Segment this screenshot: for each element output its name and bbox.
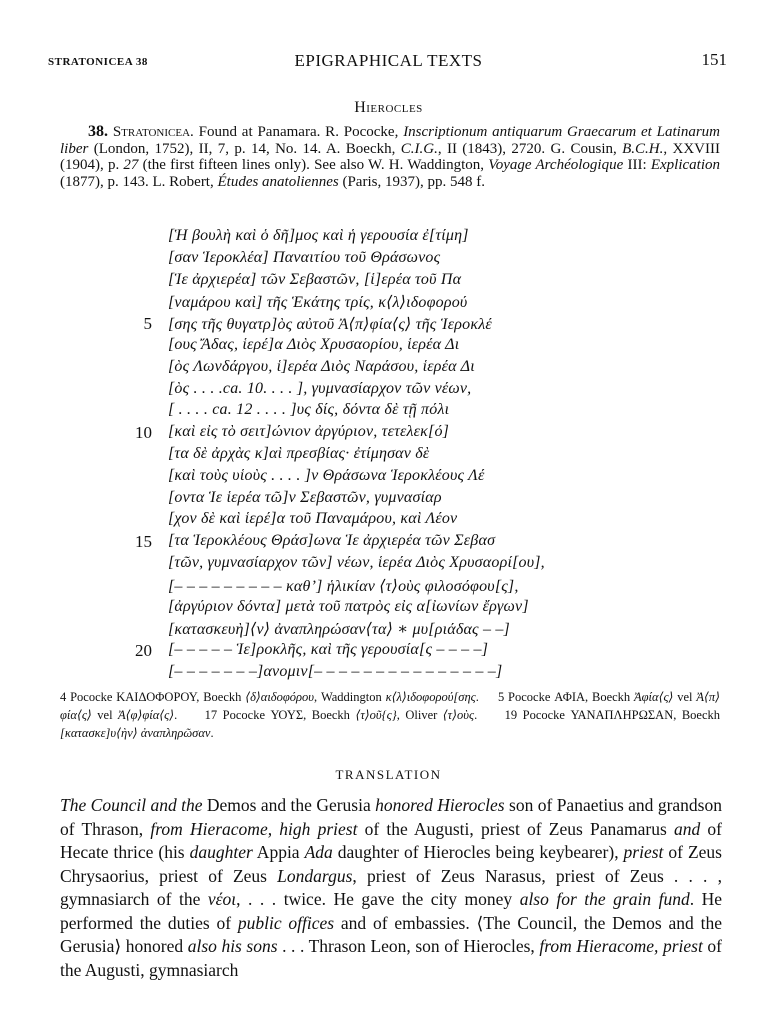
inscription-line-text: [κατασκευὴ]⟨ν⟩ ἀναπληρώσαν⟨τα⟩ ∗ μυ[ριάδας – –] bbox=[168, 621, 510, 639]
inscription-line bbox=[0, 532, 777, 554]
inscription-line-text: [ους Ἄδας, ἱερέ]α Διὸς Χρυσαορίου, ἱερέα Δι bbox=[168, 336, 460, 353]
apparatus-reading: Ἀφία⟨ς⟩ bbox=[634, 690, 674, 704]
intro-text: (1877), p. 143. L. Robert, bbox=[60, 173, 218, 190]
inscription-line-text: [σαν Ἱεροκλέα] Παναιτίου τοῦ Θράσωνος bbox=[168, 248, 441, 266]
inscription-line bbox=[0, 554, 777, 576]
translation-text: and bbox=[673, 818, 701, 839]
translation-text: son of Panaetius and grandson of Thrason, bbox=[60, 795, 722, 839]
running-head-title: EPIGRAPHICAL TEXTS bbox=[294, 51, 483, 70]
translation-text: daughter bbox=[189, 842, 253, 862]
inscription-line-text: [– – – – – – – – – καθ’] ἡλικίαν ⟨τ⟩οὺς φιλοσόφου[ς], bbox=[168, 577, 519, 595]
translation-text: from Hieracome, priest bbox=[539, 936, 703, 956]
translation-text: The Council and the bbox=[60, 795, 203, 815]
apparatus-text: , Oliver bbox=[396, 708, 443, 722]
page-number: 151 bbox=[701, 50, 727, 69]
intro-title: 27 bbox=[123, 157, 139, 173]
apparatus-reading: ⟨δ⟩αιδοφόρου bbox=[245, 690, 315, 704]
inscription-line bbox=[0, 510, 777, 532]
inscription-line bbox=[0, 576, 777, 598]
inscription-line bbox=[0, 641, 777, 663]
apparatus-reading: ΥΑΝΑΠΛΗΡΩΣΑΝ bbox=[570, 708, 674, 722]
apparatus-reading: [κατασκε]υ⟨ὴν⟩ ἀναπληρῶσαν bbox=[60, 726, 211, 740]
translation-text: and of embassies. ⟨The Council, the Demos and the Gerusia⟩ honored bbox=[60, 912, 722, 956]
inscription-line-text: [ναμάρου καὶ] τῆς Ἑκάτης τρίς, κ⟨λ⟩ιδοφορού bbox=[168, 294, 468, 312]
inscription-line bbox=[0, 445, 777, 467]
critical-apparatus bbox=[60, 688, 720, 742]
inscription-line-text: [τα δὲ ἀρχὰς κ]αὶ πρεσβίας· ἐτίμησαν δὲ bbox=[168, 445, 430, 462]
translation-text: priest bbox=[623, 842, 664, 862]
intro-title: C.I.G. bbox=[400, 140, 438, 157]
translation-text: Ada bbox=[304, 842, 333, 862]
intro-title: Voyage Archéologique bbox=[488, 157, 624, 173]
inscription-line bbox=[0, 619, 777, 641]
apparatus-text: , Boeckh bbox=[585, 690, 634, 704]
intro-title: Études anatoliennes bbox=[217, 173, 339, 190]
apparatus-text: . bbox=[210, 726, 214, 740]
intro-text: (Paris, 1937), pp. 548 f. bbox=[338, 173, 485, 190]
intro-text: (London, 1752), II, 7, p. 14, No. 14. A. Boeckh, bbox=[88, 140, 401, 157]
translation-text: . He performed the duties of bbox=[60, 889, 723, 933]
running-head-left: STRATONICEA 38 bbox=[48, 56, 148, 68]
translation-text: of Zeus Chrysaorius, priest of Zeus bbox=[60, 842, 722, 886]
inscription-line-text: [Ἡ βουλὴ καὶ ὁ δῆ]μος καὶ ἡ γερουσία ἐ[τίμη] bbox=[168, 227, 469, 244]
inscription-line-text: [καὶ εἰς τὸ σειτ]ώνιον ἀργύριον, τετελεκ[ό] bbox=[168, 423, 450, 441]
translation-text: of Hecate thrice (his bbox=[60, 818, 722, 862]
translation-text: , . . . twice. He gave the city money bbox=[236, 889, 520, 909]
apparatus-text: vel bbox=[91, 708, 119, 722]
apparatus-reading: ΥΟΥΣ bbox=[270, 708, 304, 722]
apparatus-reading: Ἀ⟨π⟩φία⟨ς⟩ bbox=[60, 690, 720, 722]
intro-title: Inscriptionum antiquarum Graecarum et Latinarum liber bbox=[60, 124, 721, 157]
apparatus-text: . 19 Pococke bbox=[474, 708, 571, 722]
translation-text: public offices bbox=[237, 912, 335, 933]
inscription-line bbox=[0, 489, 777, 511]
intro-text: , II (1843), 2720. G. Cousin, bbox=[437, 140, 623, 157]
line-number: 15 bbox=[135, 532, 152, 552]
inscription-line bbox=[0, 598, 777, 620]
inscription-line bbox=[0, 401, 777, 423]
apparatus-text: , Boeckh bbox=[303, 708, 356, 722]
inscription-line bbox=[0, 663, 777, 685]
inscription-line bbox=[0, 314, 777, 336]
translation-heading: TRANSLATION bbox=[335, 767, 442, 782]
translation-text: Appia bbox=[252, 842, 305, 862]
apparatus-reading: Ἀ⟨φ⟩φία⟨ς⟩ bbox=[118, 708, 175, 722]
inscription-line-text: [– – – – – Ἱε]ροκλῆς, καὶ τῆς γερουσία[ς – – – –] bbox=[168, 641, 489, 659]
inscription-line bbox=[0, 249, 777, 271]
inscription-line bbox=[0, 467, 777, 489]
inscription-line bbox=[0, 380, 777, 402]
inscription-line bbox=[0, 292, 777, 314]
inscription-line-text: [χον δὲ καὶ ἱερέ]α τοῦ Παναμάρου, καὶ Λέον bbox=[168, 510, 458, 528]
apparatus-reading: ⟨τ⟩οὺς bbox=[442, 708, 475, 722]
inscription-line-text: [οντα Ἱε ἱερέα τῶ]ν Σεβαστῶν, γυμνασίαρ bbox=[168, 488, 442, 506]
translation-text: of the Augusti, priest of Zeus Panamarus bbox=[357, 818, 674, 839]
apparatus-text: , Waddington bbox=[314, 690, 386, 704]
inscription-line bbox=[0, 423, 777, 445]
inscription-line-text: [σης τῆς θυγατρ]ὸς αὐτοῦ Ἀ⟨π⟩φία⟨ς⟩ τῆς Ἱεροκλέ bbox=[168, 316, 492, 334]
inscription-line-text: [καὶ τοὺς υἱοὺς . . . . ]ν Θράσωνα Ἱεροκλέους Λέ bbox=[168, 466, 485, 484]
section-title: Hierocles bbox=[354, 99, 423, 116]
apparatus-reading: ΑΦΙΑ bbox=[554, 690, 586, 704]
translation-text: . . . Thrason Leon, son of Hierocles, bbox=[277, 936, 540, 956]
apparatus-text: vel bbox=[673, 690, 697, 704]
inscription-line-text: [ὸς Λωνδάργου, ἱ]ερέα Διὸς Ναράσου, ἱερέα Δι bbox=[168, 357, 475, 375]
intro-title: Explication bbox=[650, 157, 720, 173]
translation-text: of the Augusti, gymnasiarch bbox=[60, 936, 722, 980]
inscription-line bbox=[0, 336, 777, 358]
translation-text: from Hieracome, high priest bbox=[150, 818, 358, 839]
inscription-line-text: [ἀργύριον δόντα] μετὰ τοῦ πατρὸς εἰς α[ἰωνίων ἔργων] bbox=[168, 597, 529, 615]
intro-text: , XXVIII (1904), p. bbox=[60, 140, 720, 173]
inscription-line-text: [Ἱε ἀρχιερέα] τῶν Σεβαστῶν, [ἱ]ερέα τοῦ Πα bbox=[168, 270, 462, 288]
translation-text: Londargus bbox=[277, 865, 353, 886]
translation-text: also his sons bbox=[187, 936, 278, 956]
translation-text: daughter of Hierocles being keybearer), bbox=[332, 842, 624, 862]
line-number: 20 bbox=[135, 641, 152, 661]
entry-place: Stratonicea. bbox=[112, 124, 194, 140]
apparatus-reading: κ⟨λ⟩ιδοφορού[σης bbox=[385, 690, 476, 704]
apparatus-text: , Boeckh bbox=[196, 690, 246, 704]
apparatus-reading: ⟨τ⟩οῦ{ς} bbox=[355, 708, 397, 722]
translation-text: also for the grain fund bbox=[519, 889, 690, 909]
intro-text: (the first fifteen lines only). See also W. H. Waddington, bbox=[138, 157, 489, 173]
apparatus-text: , Boeckh bbox=[673, 708, 721, 722]
inscription-line-text: [– – – – – – –]ανομιν[– – – – – – – – – – – – – – –] bbox=[168, 663, 503, 680]
inscription-line-text: [τα Ἱεροκλέους Θράσ]ωνα Ἱε ἀρχιερέα τῶν Σεβασ bbox=[168, 532, 496, 550]
inscription-line-text: [ὸς . . . .ca. 10. . . . ], γυμνασίαρχον τῶν νέων, bbox=[168, 379, 472, 397]
translation-text: honored Hierocles bbox=[375, 795, 505, 815]
inscription-line bbox=[0, 271, 777, 293]
translation-text: Demos and the Gerusia bbox=[202, 795, 376, 815]
line-number: 10 bbox=[135, 423, 152, 443]
apparatus-text: . 17 Pococke bbox=[174, 708, 271, 722]
apparatus-text: . 5 Pococke bbox=[475, 690, 555, 704]
translation-text: νέοι bbox=[207, 889, 237, 909]
intro-paragraph bbox=[60, 124, 720, 190]
apparatus-text: 4 Pococke bbox=[60, 690, 117, 704]
intro-text: III: bbox=[623, 157, 651, 173]
intro-text: Found at Panamara. R. Pococke, bbox=[193, 124, 404, 140]
translation-paragraph bbox=[60, 794, 722, 982]
inscription-line bbox=[0, 358, 777, 380]
intro-title: B.C.H. bbox=[622, 140, 664, 157]
entry-number: 38. bbox=[88, 123, 108, 140]
inscription-line-text: [τῶν, γυμνασίαρχον τῶν] νέων, ἱερέα Διὸς Χρυσαορί[ου], bbox=[168, 554, 545, 571]
translation-text: , priest of Zeus Narasus, priest of Zeus . . . , gymnasiarch of the bbox=[60, 865, 722, 909]
line-number: 5 bbox=[143, 314, 152, 334]
apparatus-reading: ΚΑΙΔΟΦΟΡΟΥ bbox=[116, 690, 197, 704]
inscription-line bbox=[0, 227, 777, 249]
inscription-line-text: [ . . . . ca. 12 . . . . ]υς δίς, δόντα δὲ τῇ πόλι bbox=[168, 401, 450, 419]
